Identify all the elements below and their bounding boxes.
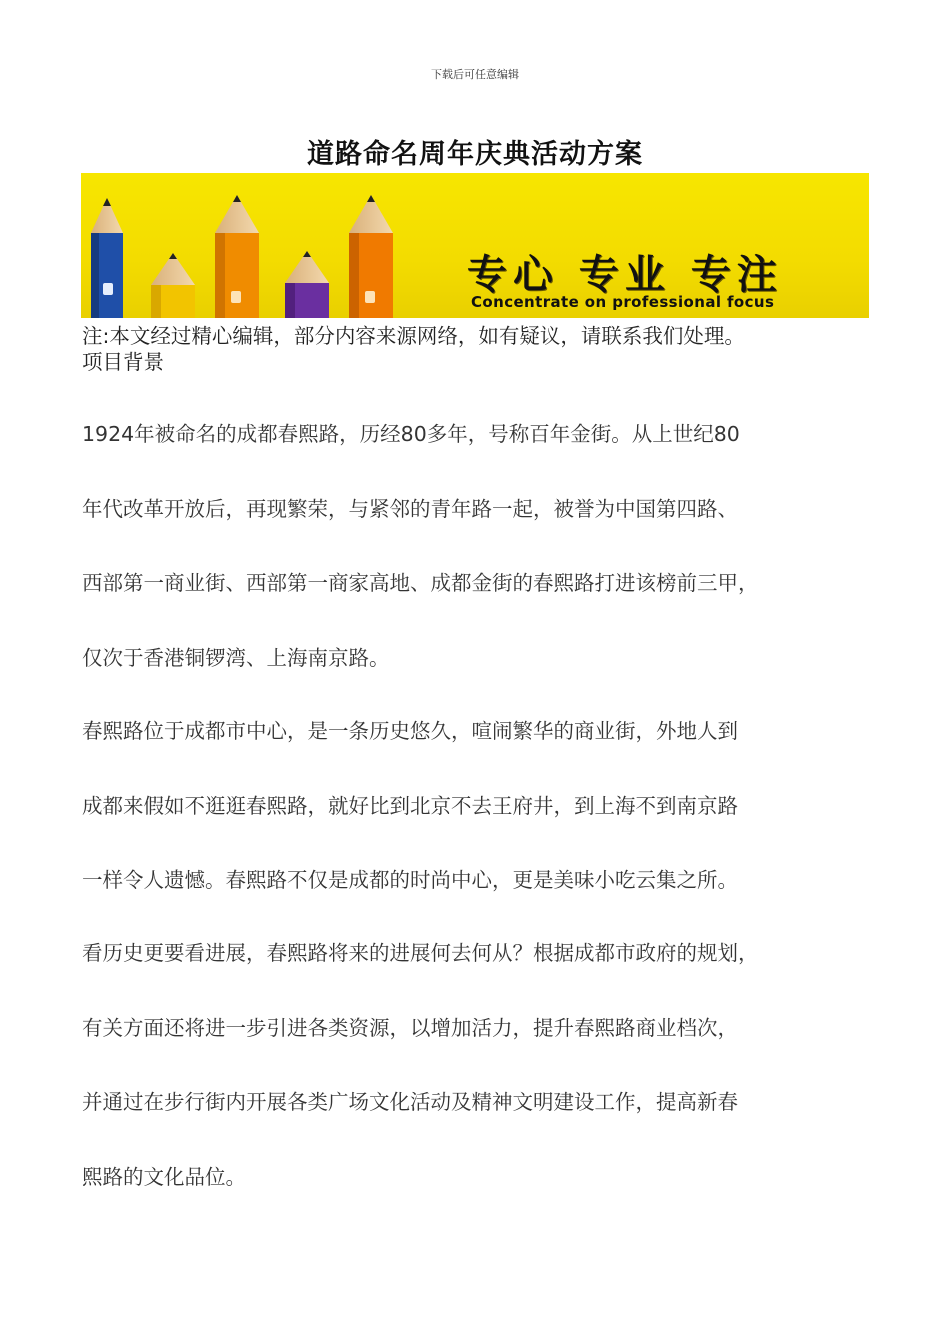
pencil-purple-icon xyxy=(285,251,329,318)
paragraph-line: 一样令人遗憾。春熙路不仅是成都的时尚中心，更是美味小吃云集之所。 xyxy=(82,868,738,892)
paragraph-line: 成都来假如不逛逛春熙路，就好比到北京不去王府井，到上海不到南京路 xyxy=(82,793,738,818)
paragraph-line: 熙路的文化品位。 xyxy=(82,1164,246,1189)
paragraph-line: 年代改革开放后，再现繁荣，与紧邻的青年路一起，被誉为中国第四路、 xyxy=(82,496,738,521)
banner-slogan-english: Concentrate on professional focus xyxy=(471,293,775,311)
paragraph-line: 有关方面还将进一步引进各类资源，以增加活力，提升春熙路商业档次， xyxy=(82,1015,738,1040)
paragraph-line: 并通过在步行街内开展各类广场文化活动及精神文明建设工作，提高新春 xyxy=(82,1090,738,1114)
paragraph-1 xyxy=(82,419,882,717)
pencil-orange-2-icon xyxy=(349,195,393,318)
paragraph-line: 1924年被命名的成都春熙路，历经80多年，号称百年金街。从上世纪80 xyxy=(82,422,740,446)
banner-image xyxy=(81,173,869,318)
paragraph-line: 看历史更要看进展，春熙路将来的进展何去何从？根据成都市政府的规划， xyxy=(82,941,759,965)
document-title: 道路命名周年庆典活动方案 xyxy=(307,139,643,170)
paragraph-2 xyxy=(82,716,882,940)
header-note: 下载后可任意编辑 xyxy=(431,68,519,81)
pencil-blue-icon xyxy=(91,198,123,318)
paragraph-line: 西部第一商业街、西部第一商家高地、成都金街的春熙路打进该榜前三甲， xyxy=(82,571,759,595)
paragraph-line: 仅次于香港铜锣湾、上海南京路。 xyxy=(82,645,390,670)
section-title: 项目背景 xyxy=(82,350,164,374)
paragraph-line: 春熙路位于成都市中心，是一条历史悠久，喧闹繁华的商业街，外地人到 xyxy=(82,719,738,743)
paragraph-3 xyxy=(82,938,882,1236)
pencil-yellow-icon xyxy=(151,253,195,318)
pencil-orange-icon xyxy=(215,195,259,318)
editorial-note: 注:本文经过精心编辑，部分内容来源网络，如有疑议，请联系我们处理。 xyxy=(82,324,745,348)
banner-slogan: 专心 专业 专注 xyxy=(467,252,783,298)
